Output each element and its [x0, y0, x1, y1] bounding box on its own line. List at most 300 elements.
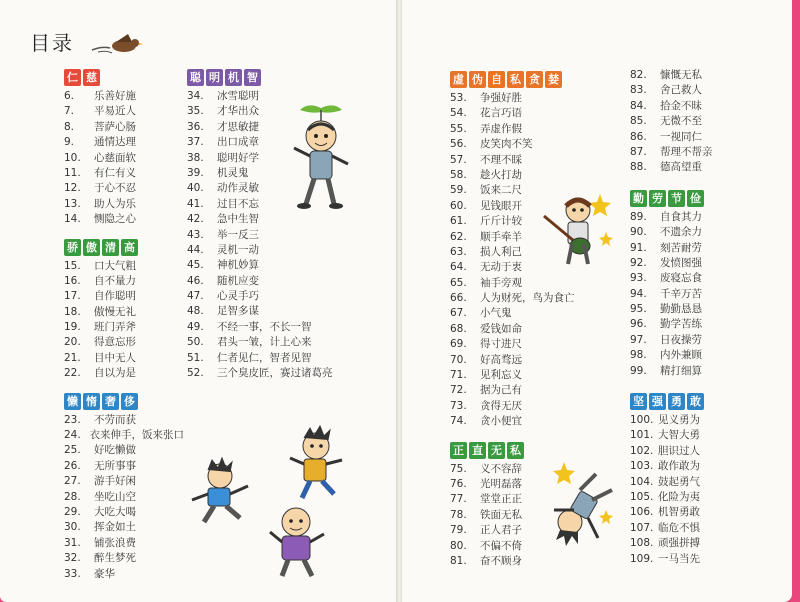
section-char: 奢	[102, 393, 119, 410]
toc-entry	[64, 474, 184, 489]
entry-number: 60.	[450, 199, 467, 212]
entry-number: 94.	[630, 287, 647, 300]
toc-entry	[450, 291, 610, 306]
entry-title: 拾金不昧	[660, 99, 702, 112]
toc-entry	[64, 305, 184, 320]
entry-title: 日夜操劳	[660, 333, 702, 346]
toc-entry	[630, 317, 780, 332]
section-char: 侈	[121, 393, 138, 410]
entry-title: 奋不顾身	[480, 554, 522, 567]
entry-title: 心慈面软	[94, 151, 136, 164]
toc-entry	[187, 366, 387, 381]
entry-number: 55.	[450, 122, 467, 135]
section-char: 节	[668, 190, 685, 207]
entry-number: 8.	[64, 120, 75, 133]
toc-entry	[64, 428, 184, 443]
toc-entry	[187, 212, 387, 227]
toc-entry	[450, 122, 610, 137]
entry-title: 急中生智	[217, 213, 259, 226]
entry-number: 96.	[630, 318, 647, 331]
entry-number: 35.	[187, 105, 204, 118]
entry-title: 无动于衷	[480, 261, 522, 274]
entry-number: 17.	[64, 290, 81, 303]
entry-title: 不劳而获	[94, 413, 136, 426]
entry-title: 不遗余力	[660, 226, 702, 239]
entry-title: 自食其力	[660, 210, 702, 223]
entry-title: 内外兼顾	[660, 349, 702, 362]
toc-entry	[630, 210, 780, 225]
entry-number: 69.	[450, 338, 467, 351]
section-header-jiao-ao	[64, 239, 184, 256]
entry-title: 通情达理	[94, 136, 136, 149]
toc-entry	[64, 135, 184, 150]
entry-number: 28.	[64, 490, 81, 503]
page-title: 目录	[30, 31, 74, 55]
section-char: 勤	[630, 190, 647, 207]
entry-number: 15.	[64, 259, 81, 272]
section-char: 智	[244, 69, 261, 86]
entry-number: 68.	[450, 322, 467, 335]
entry-number: 38.	[187, 151, 204, 164]
toc-entry	[64, 413, 184, 428]
entry-number: 29.	[64, 505, 81, 518]
section-char: 直	[469, 442, 486, 459]
toc-entry	[630, 114, 780, 129]
entry-title: 傲慢无礼	[94, 305, 136, 318]
entry-title: 化险为夷	[658, 490, 700, 503]
toc-entry	[630, 475, 780, 490]
entry-number: 11.	[64, 166, 81, 179]
entry-number: 90.	[630, 226, 647, 239]
entry-number: 66.	[450, 292, 467, 305]
toc-entry	[630, 99, 780, 114]
toc-entry	[450, 337, 610, 352]
entry-title: 争强好胜	[480, 92, 522, 104]
entry-title: 机智勇敢	[658, 506, 700, 519]
entry-number: 67.	[450, 307, 467, 320]
entry-number: 6.	[64, 90, 75, 102]
entry-number: 12.	[64, 182, 81, 195]
entry-title: 胆识过人	[658, 444, 700, 457]
section-char: 懒	[64, 393, 81, 410]
right-column-2	[630, 68, 780, 567]
entry-title: 自作聪明	[94, 290, 136, 303]
entry-number: 65.	[450, 276, 467, 289]
entry-title: 鼓起勇气	[658, 475, 700, 488]
entry-number: 89.	[630, 210, 647, 223]
toc-entry	[630, 428, 780, 443]
entry-number: 75.	[450, 462, 467, 475]
entry-title: 有仁有义	[94, 166, 136, 179]
entry-title: 醉生梦死	[94, 552, 136, 565]
entry-number: 44.	[187, 243, 204, 256]
entry-number: 73.	[450, 399, 467, 412]
entry-title: 顽强拼搏	[658, 537, 700, 550]
toc-entry	[630, 333, 780, 348]
section-char: 聪	[187, 69, 204, 86]
toc-entry	[64, 274, 184, 289]
entry-number: 13.	[64, 197, 81, 210]
toc-entry	[64, 520, 184, 535]
entry-title: 大智大勇	[658, 429, 700, 442]
section-char: 正	[450, 442, 467, 459]
toc-entry	[450, 368, 610, 383]
section-char: 劳	[649, 190, 666, 207]
toc-entry	[64, 505, 184, 520]
toc-entry	[630, 552, 780, 567]
entry-title: 灵机一动	[217, 243, 259, 256]
section-header-cong-ming	[187, 69, 387, 86]
entry-title: 于心不忍	[94, 182, 136, 195]
entry-title: 大吃大喝	[94, 505, 136, 518]
entry-title: 勤勤恳恳	[660, 303, 702, 316]
entry-title: 得意忘形	[94, 336, 136, 349]
entry-number: 76.	[450, 477, 467, 490]
entry-number: 78.	[450, 508, 467, 521]
entry-number: 107.	[630, 521, 654, 534]
entry-list-cont-82	[630, 68, 780, 176]
entry-title: 自以为是	[94, 367, 136, 380]
entry-title: 爱钱如命	[480, 322, 522, 335]
section-header-jian-qiang	[630, 393, 780, 410]
section-char: 明	[206, 69, 223, 86]
section-char: 强	[649, 393, 666, 410]
entry-title: 见义勇为	[658, 414, 700, 427]
toc-entry	[630, 348, 780, 363]
section-header-ren-ci	[64, 69, 184, 86]
section-header-xu-wei	[450, 71, 610, 88]
entry-number: 83.	[630, 84, 647, 97]
entry-title: 心灵手巧	[217, 290, 259, 303]
entry-title: 才华出众	[217, 105, 259, 118]
entry-title: 敢作敢为	[658, 460, 700, 473]
toc-entry	[64, 259, 184, 274]
entry-number: 21.	[64, 351, 81, 364]
entry-title: 趁火打劫	[480, 168, 522, 181]
entry-title: 助人为乐	[94, 197, 136, 210]
section-char: 虚	[450, 71, 467, 88]
entry-number: 101.	[630, 429, 654, 442]
section-char: 贪	[526, 71, 543, 88]
toc-entry	[630, 130, 780, 145]
entry-title: 花言巧语	[480, 107, 522, 120]
entry-title: 临危不惧	[658, 521, 700, 534]
entry-title: 好高骛远	[480, 353, 522, 366]
toc-entry	[64, 197, 184, 212]
toc-entry	[187, 289, 387, 304]
entry-number: 33.	[64, 567, 81, 580]
entry-title: 义不容辞	[480, 462, 522, 475]
entry-title: 千辛万苦	[660, 287, 702, 300]
entry-number: 9.	[64, 136, 75, 149]
toc-entry	[450, 137, 610, 152]
entry-number: 82.	[630, 69, 647, 81]
entry-title: 斤斤计较	[480, 215, 522, 228]
entry-title: 自不量力	[94, 274, 136, 287]
section-char: 伪	[469, 71, 486, 88]
toc-entry	[64, 536, 184, 551]
toc-entry	[630, 521, 780, 536]
entry-number: 79.	[450, 524, 467, 537]
entry-title: 光明磊落	[480, 477, 522, 490]
section-header-zheng-zhi	[450, 442, 610, 459]
entry-title: 豪华	[94, 567, 115, 580]
entry-number: 86.	[630, 130, 647, 143]
toc-entry	[450, 168, 610, 183]
toc-entry	[630, 287, 780, 302]
toc-entry	[64, 551, 184, 566]
entry-title: 神机妙算	[217, 259, 259, 272]
entry-number: 50.	[187, 336, 204, 349]
entry-number: 58.	[450, 168, 467, 181]
entry-title: 见利忘义	[480, 369, 522, 382]
entry-number: 81.	[450, 554, 467, 567]
entry-list-ren-ci	[64, 89, 184, 228]
entry-title: 班门弄斧	[94, 321, 136, 334]
section-char: 清	[102, 239, 119, 256]
entry-number: 104.	[630, 475, 654, 488]
entry-title: 菩萨心肠	[94, 120, 136, 133]
toc-entry	[450, 276, 610, 291]
entry-list-qin-lao	[630, 210, 780, 379]
entry-number: 77.	[450, 493, 467, 506]
entry-number: 24.	[64, 429, 81, 442]
entry-title: 出口成章	[217, 136, 259, 149]
entry-title: 慷慨无私	[660, 69, 702, 81]
entry-list-jian-qiang	[630, 413, 780, 567]
entry-title: 不偏不倚	[480, 539, 522, 552]
entry-title: 挥金如土	[94, 521, 136, 534]
entry-number: 97.	[630, 333, 647, 346]
toc-entry	[64, 181, 184, 196]
toc-entry	[450, 383, 610, 398]
toc-entry	[450, 399, 610, 414]
toc-entry	[630, 302, 780, 317]
entry-number: 49.	[187, 320, 204, 333]
toc-entry	[187, 228, 387, 243]
toc-entry	[630, 271, 780, 286]
entry-number: 92.	[630, 256, 647, 269]
entry-title: 举一反三	[217, 228, 259, 241]
toc-entry	[450, 322, 610, 337]
entry-title: 精打细算	[660, 364, 702, 377]
entry-number: 7.	[64, 105, 75, 118]
entry-number: 85.	[630, 115, 647, 128]
propeller-boy-illustration	[286, 104, 356, 214]
entry-title: 据为己有	[480, 384, 522, 397]
entry-title: 铺张浪费	[94, 536, 136, 549]
entry-number: 54.	[450, 107, 467, 120]
section-char: 敢	[687, 393, 704, 410]
entry-title: 足智多谋	[217, 305, 259, 318]
entry-number: 91.	[630, 241, 647, 254]
entry-number: 56.	[450, 138, 467, 151]
entry-number: 18.	[64, 305, 81, 318]
toc-entry	[187, 258, 387, 273]
toc-entry	[630, 68, 780, 83]
entry-title: 恻隐之心	[94, 213, 136, 226]
entry-title: 机灵鬼	[217, 166, 249, 179]
toc-entry	[64, 366, 184, 381]
entry-number: 45.	[187, 259, 204, 272]
toc-entry	[450, 106, 610, 121]
toc-entry	[450, 353, 610, 368]
section-char: 自	[488, 71, 505, 88]
toc-entry	[630, 536, 780, 551]
section-char: 勇	[668, 393, 685, 410]
entry-number: 108.	[630, 537, 654, 550]
toc-entry	[630, 413, 780, 428]
entry-number: 41.	[187, 197, 204, 210]
section-header-qin-lao	[630, 190, 780, 207]
entry-title: 目中无人	[94, 351, 136, 364]
toc-entry	[630, 145, 780, 160]
entry-number: 14.	[64, 213, 81, 226]
toc-entry	[187, 335, 387, 350]
entry-number: 59.	[450, 184, 467, 197]
entry-number: 10.	[64, 151, 81, 164]
section-char: 无	[488, 442, 505, 459]
entry-title: 一视同仁	[660, 130, 702, 143]
entry-number: 99.	[630, 364, 647, 377]
section-header-lan-duo	[64, 393, 184, 410]
entry-title: 弄虚作假	[480, 122, 522, 135]
entry-title: 不经一事，不长一智	[217, 320, 312, 333]
entry-title: 平易近人	[94, 105, 136, 118]
entry-number: 47.	[187, 290, 204, 303]
entry-title: 君头一皱，计上心来	[217, 336, 312, 349]
entry-list-jiao-ao	[64, 259, 184, 382]
entry-number: 102.	[630, 444, 654, 457]
entry-number: 30.	[64, 521, 81, 534]
toc-entry	[64, 320, 184, 335]
entry-title: 随机应变	[217, 274, 259, 287]
toc-entry	[64, 166, 184, 181]
running-kids-illustration	[186, 422, 366, 582]
guitar-girl-illustration	[540, 188, 620, 268]
toc-entry	[187, 351, 387, 366]
entry-title: 衣来伸手，饭来张口	[89, 429, 184, 442]
entry-title: 动作灵敏	[217, 182, 259, 195]
entry-title: 冰雪聪明	[217, 90, 259, 102]
toc-entry	[64, 104, 184, 119]
entry-title: 一马当先	[658, 552, 700, 565]
toc-entry	[187, 320, 387, 335]
entry-number: 46.	[187, 274, 204, 287]
entry-title: 发愤图强	[660, 256, 702, 269]
entry-title: 口大气粗	[94, 259, 136, 272]
entry-number: 62.	[450, 230, 467, 243]
entry-title: 贪得无厌	[480, 399, 522, 412]
section-char: 骄	[64, 239, 81, 256]
entry-number: 37.	[187, 136, 204, 149]
entry-number: 48.	[187, 305, 204, 318]
toc-entry	[630, 241, 780, 256]
entry-number: 61.	[450, 215, 467, 228]
toc-entry	[630, 225, 780, 240]
section-char: 私	[507, 442, 524, 459]
entry-number: 64.	[450, 261, 467, 274]
toc-entry	[64, 89, 184, 104]
entry-title: 铁面无私	[480, 508, 522, 521]
toc-entry	[630, 444, 780, 459]
entry-title: 仁者见仁，智者见智	[217, 351, 312, 364]
section-char: 慈	[83, 69, 100, 86]
entry-number: 22.	[64, 367, 81, 380]
entry-title: 刻苦耐劳	[660, 241, 702, 254]
section-char: 坚	[630, 393, 647, 410]
entry-number: 26.	[64, 459, 81, 472]
entry-title: 无所事事	[94, 459, 136, 472]
entry-number: 52.	[187, 367, 204, 380]
entry-number: 80.	[450, 539, 467, 552]
entry-title: 得寸进尺	[480, 338, 522, 351]
entry-number: 20.	[64, 336, 81, 349]
entry-title: 过目不忘	[217, 197, 259, 210]
bird-illustration	[88, 32, 144, 58]
section-char: 私	[507, 71, 524, 88]
entry-title: 聪明好学	[217, 151, 259, 164]
entry-number: 63.	[450, 245, 467, 258]
entry-number: 53.	[450, 92, 467, 104]
entry-title: 饭来二尺	[480, 184, 522, 197]
entry-title: 才思敏捷	[217, 120, 259, 133]
toc-entry	[187, 274, 387, 289]
entry-number: 36.	[187, 120, 204, 133]
toc-entry	[187, 243, 387, 258]
entry-number: 72.	[450, 384, 467, 397]
entry-number: 100.	[630, 414, 654, 427]
entry-number: 105.	[630, 490, 654, 503]
entry-title: 无微不至	[660, 115, 702, 128]
entry-number: 25.	[64, 444, 81, 457]
section-char: 俭	[687, 190, 704, 207]
left-column-1	[64, 69, 184, 582]
entry-title: 顺手牵羊	[480, 230, 522, 243]
toc-entry	[630, 160, 780, 175]
entry-title: 小气鬼	[480, 307, 512, 320]
entry-title: 不理不睬	[480, 153, 522, 166]
entry-number: 57.	[450, 153, 467, 166]
entry-number: 43.	[187, 228, 204, 241]
entry-title: 见钱眼开	[480, 199, 522, 212]
entry-title: 损人利己	[480, 245, 522, 258]
entry-number: 84.	[630, 99, 647, 112]
entry-title: 废寝忘食	[660, 272, 702, 285]
entry-title: 好吃懒做	[94, 444, 136, 457]
entry-number: 19.	[64, 321, 81, 334]
entry-title: 三个臭皮匠，赛过诸葛亮	[217, 367, 333, 380]
toc-entry	[630, 490, 780, 505]
entry-number: 23.	[64, 413, 81, 426]
toc-entry	[630, 83, 780, 98]
entry-title: 正人君子	[480, 524, 522, 537]
toc-entry	[64, 351, 184, 366]
entry-number: 16.	[64, 274, 81, 287]
toc-entry	[64, 335, 184, 350]
entry-number: 32.	[64, 552, 81, 565]
entry-number: 87.	[630, 145, 647, 158]
entry-number: 98.	[630, 349, 647, 362]
entry-title: 贪小便宜	[480, 415, 522, 428]
entry-title: 德高望重	[660, 161, 702, 174]
entry-title: 袖手旁观	[480, 276, 522, 289]
entry-number: 95.	[630, 303, 647, 316]
entry-number: 51.	[187, 351, 204, 364]
section-char: 仁	[64, 69, 81, 86]
entry-number: 88.	[630, 161, 647, 174]
toc-entry	[187, 304, 387, 319]
